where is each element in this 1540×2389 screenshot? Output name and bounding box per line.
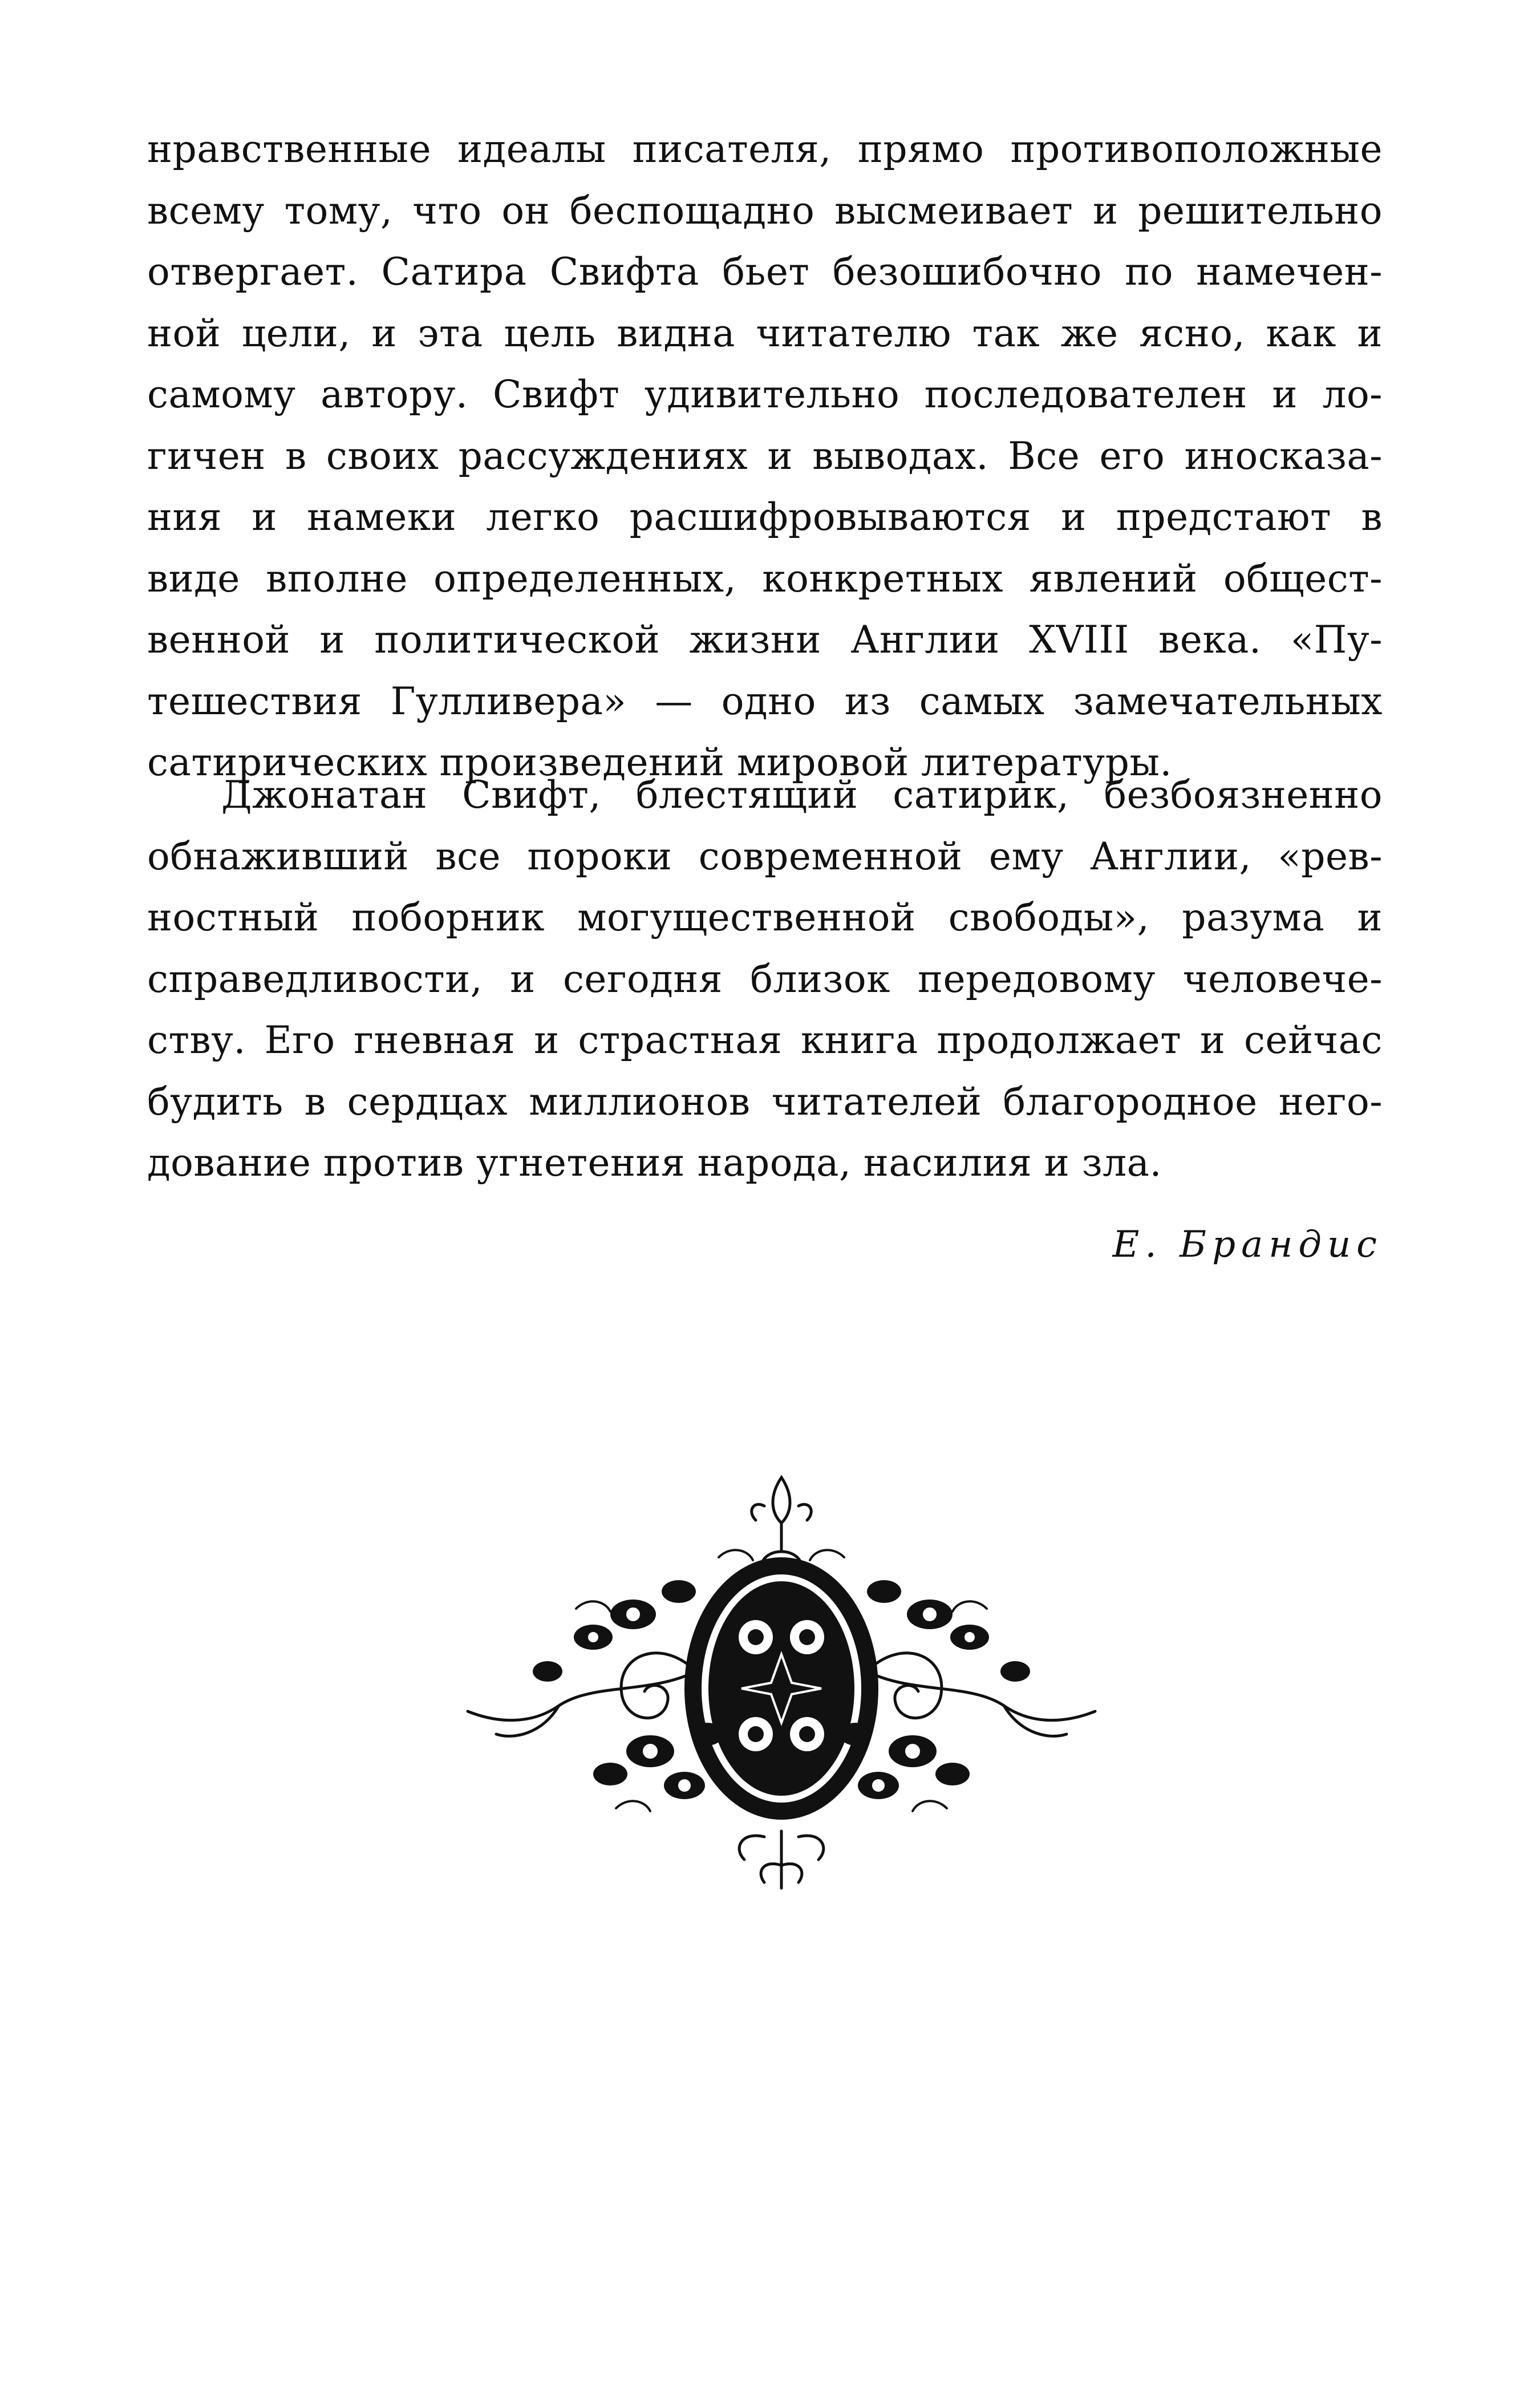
author-signature: Е. Брандис (1112, 1224, 1383, 1266)
text-line: ству. Его гневная и страстная книга продолжает и сейчас (147, 1018, 1383, 1062)
text-line: венной и политической жизни Англии XVIII века. «Пу- (147, 618, 1383, 662)
paragraph-1 (147, 119, 1383, 793)
text-line: дование против угнетения народа, насилия и зла. (147, 1141, 1162, 1185)
text-line: самому автору. Свифт удивительно последователен и ло- (147, 372, 1383, 416)
paragraph-2 (147, 764, 1383, 1194)
text-line: обнаживший все пороки современной ему Англии, «рев- (147, 834, 1383, 878)
text-line: всему тому, что он беспощадно высмеивает и решительно (147, 188, 1383, 233)
text-line: отвергает. Сатира Свифта бьет безошибочно по намечен- (147, 250, 1383, 294)
text-line: сатирических произведений мировой литературы. (147, 740, 1172, 784)
text-line: ной цели, и эта цель видна читателю так же ясно, как и (147, 311, 1383, 355)
text-line: тешествия Гулливера» — одно из самых замечательных (147, 679, 1383, 723)
text-line: нравственные идеалы писателя, прямо противоположные (147, 127, 1383, 171)
text-line: виде вполне определенных, конкретных явлений общест- (147, 556, 1383, 601)
text-line: гичен в своих рассуждениях и выводах. Все его иносказа- (147, 434, 1383, 478)
text-line: Джонатан Свифт, блестящий сатирик, безбоязненно (221, 773, 1383, 817)
text-line: будить в сердцах миллионов читателей благородное него- (147, 1079, 1383, 1124)
floral-vignette-icon (445, 1466, 1118, 1900)
text-line: справедливости, и сегодня близок передовому человече- (147, 957, 1383, 1001)
text-line: ния и намеки легко расшифровываются и предстают в (147, 495, 1383, 539)
text-line: ностный поборник могущественной свободы», разума и (147, 896, 1383, 940)
